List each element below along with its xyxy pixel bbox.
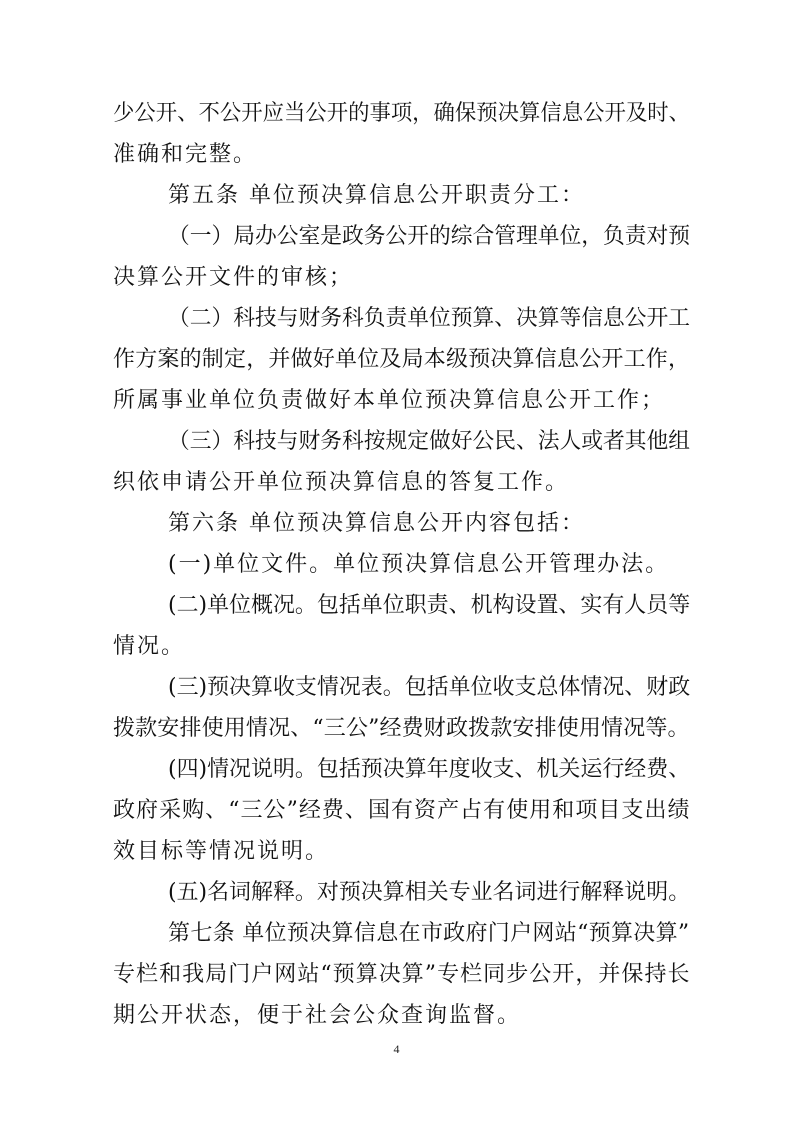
paragraph-line: 所属事业单位负责做好本单位预决算信息公开工作；	[113, 388, 666, 413]
article-5-heading: 第五条 单位预决算信息公开职责分工：	[168, 183, 585, 208]
paragraph-line: (五)名词解释。对预决算相关专业名词进行解释说明。	[168, 880, 691, 905]
paragraph-line: 作方案的制定，并做好单位及局本级预决算信息公开工作，	[113, 347, 691, 372]
paragraph-line: (四)情况说明。包括预决算年度收支、机关运行经费、	[168, 757, 691, 782]
paragraph-line: 织依申请公开单位预决算信息的答复工作。	[113, 470, 570, 495]
article-7-heading: 第七条 单位预决算信息在市政府门户网站“预算决算”	[168, 921, 690, 946]
paragraph-line: 效目标等情况说明。	[113, 839, 330, 864]
paragraph-line: 情况。	[113, 634, 186, 659]
paragraph-line: （二）科技与财务科负责单位预算、决算等信息公开工	[168, 306, 691, 331]
paragraph-line: 拨款安排使用情况、“三公”经费财政拨款安排使用情况等。	[113, 716, 690, 741]
page-number: 4	[393, 1042, 400, 1056]
paragraph-line: (二)单位概况。包括单位职责、机构设置、实有人员等	[168, 593, 691, 618]
paragraph-line: (一)单位文件。单位预决算信息公开管理办法。	[168, 552, 670, 577]
paragraph-line: （一）局办公室是政务公开的综合管理单位，负责对预	[168, 224, 691, 249]
paragraph-line: 少公开、不公开应当公开的事项，确保预决算信息公开及时、	[113, 101, 691, 126]
article-6-heading: 第六条 单位预决算信息公开内容包括：	[168, 511, 585, 536]
paragraph-line: 准确和完整。	[113, 142, 258, 167]
paragraph-line: 政府采购、“三公”经费、国有资产占有使用和项目支出绩	[113, 798, 691, 823]
paragraph-line: (三)预决算收支情况表。包括单位收支总体情况、财政	[168, 675, 691, 700]
paragraph-line: 决算公开文件的审核；	[113, 265, 354, 290]
paragraph-line: 专栏和我局门户网站“预算决算”专栏同步公开，并保持长	[113, 962, 691, 987]
paragraph-line: 期公开状态，便于社会公众查询监督。	[113, 1003, 522, 1028]
paragraph-line: （三）科技与财务科按规定做好公民、法人或者其他组	[168, 429, 691, 454]
